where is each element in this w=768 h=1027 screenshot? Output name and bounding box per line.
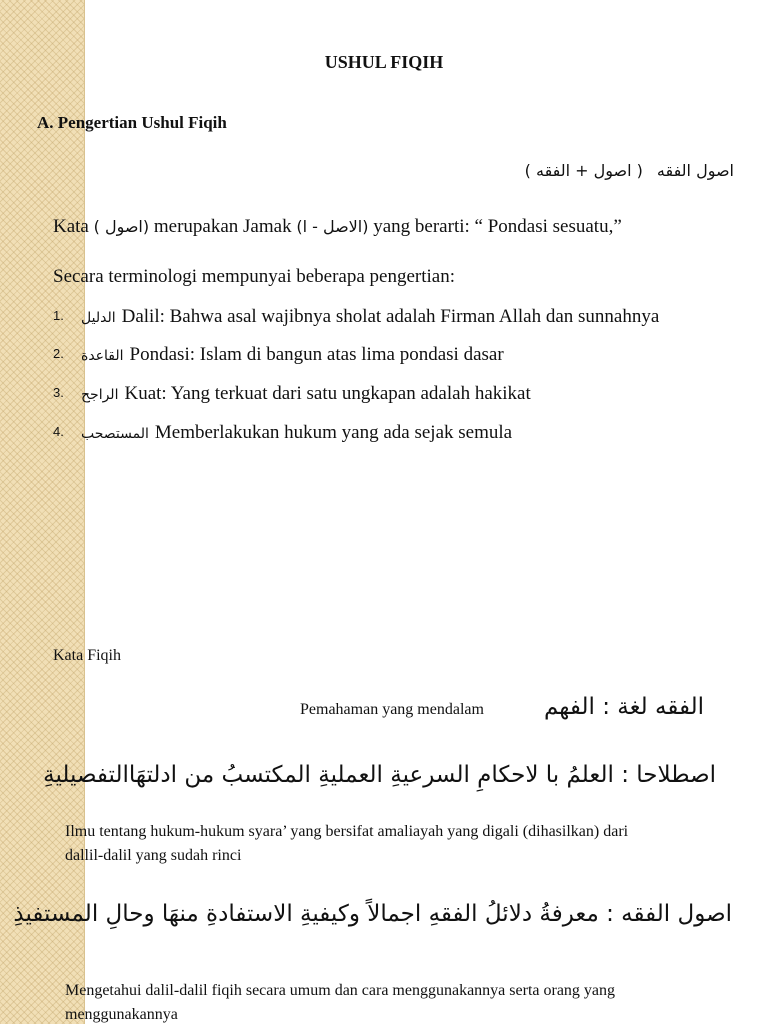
- fiqih-lughah-arabic: الفقه لغة : الفهم: [543, 694, 704, 720]
- strip-divider: [84, 0, 85, 1024]
- list-arabic-term: الدليل: [81, 310, 116, 326]
- arabic-formula: [525, 161, 734, 180]
- list-number: 2.: [53, 346, 64, 361]
- list-text: Memberlakukan hukum yang ada sejak semula: [154, 422, 513, 443]
- list-number: 1.: [53, 308, 64, 323]
- terminology-intro: Secara terminologi mempunyai beberapa pengertian:: [53, 266, 456, 287]
- kata-definition-line: [53, 216, 622, 238]
- list-text: Kuat: Yang terkuat dari satu ungkapan adalah hakikat: [124, 383, 531, 404]
- list-arabic-term: القاعدة: [81, 348, 124, 364]
- list-arabic-term: المستصحب: [81, 426, 149, 442]
- list-number: 3.: [53, 385, 64, 400]
- list-number: 4.: [53, 424, 64, 439]
- list-item: [53, 383, 531, 405]
- section-heading: A. Pengertian Ushul Fiqih: [37, 113, 227, 132]
- ushul-fiqih-definition-arabic: اصول الفقه : معرفةُ دلائلُ الفقهِ اجمالاً وكيفيةِ الاستفادةِ منهَا وحالِ المستفيذِ: [13, 901, 732, 927]
- kata-word-arabic: (اصول ): [93, 217, 150, 236]
- formula-term: اصول الفقه: [656, 161, 734, 180]
- istilah-meaning: Ilmu tentang hukum-hukum syara’ yang bersifat amaliayah yang digali (dihasilkan) dari dallil-dalil yang sudah rinci: [65, 823, 629, 864]
- kata-plural-arabic: (الاصل - ا): [296, 217, 369, 236]
- decorative-side-strip: [0, 0, 84, 1024]
- ushul-meaning: Mengetahui dalil-dalil fiqih secara umum dan cara menggunakannya serta orang yang menggunakannya: [65, 982, 616, 1023]
- kata-middle: merupakan Jamak: [149, 216, 297, 237]
- formula-parts: ( اصول + الفقه ): [524, 161, 643, 180]
- list-item: [53, 422, 512, 444]
- list-text: Pondasi: Islam di bangun atas lima pondasi dasar: [129, 344, 504, 365]
- pemahaman-text: Pemahaman yang mendalam: [300, 701, 484, 718]
- list-text: Dalil: Bahwa asal wajibnya sholat adalah Firman Allah dan sunnahnya: [121, 306, 660, 327]
- kata-fiqih-label: Kata Fiqih: [53, 647, 121, 664]
- fiqih-istilah-arabic: اصطلاحا : العلمُ با لاحكامِ السرعيةِ العمليةِ المكتسبُ من ادلتهَاالتفصيليةِ: [43, 762, 716, 788]
- page-title: USHUL FIQIH: [324, 52, 444, 72]
- kata-suffix: yang berarti: “ Pondasi sesuatu,”: [368, 216, 622, 237]
- kata-prefix: Kata: [53, 216, 89, 237]
- list-item: [53, 306, 659, 328]
- list-arabic-term: الراجح: [81, 387, 119, 403]
- list-item: [53, 344, 504, 366]
